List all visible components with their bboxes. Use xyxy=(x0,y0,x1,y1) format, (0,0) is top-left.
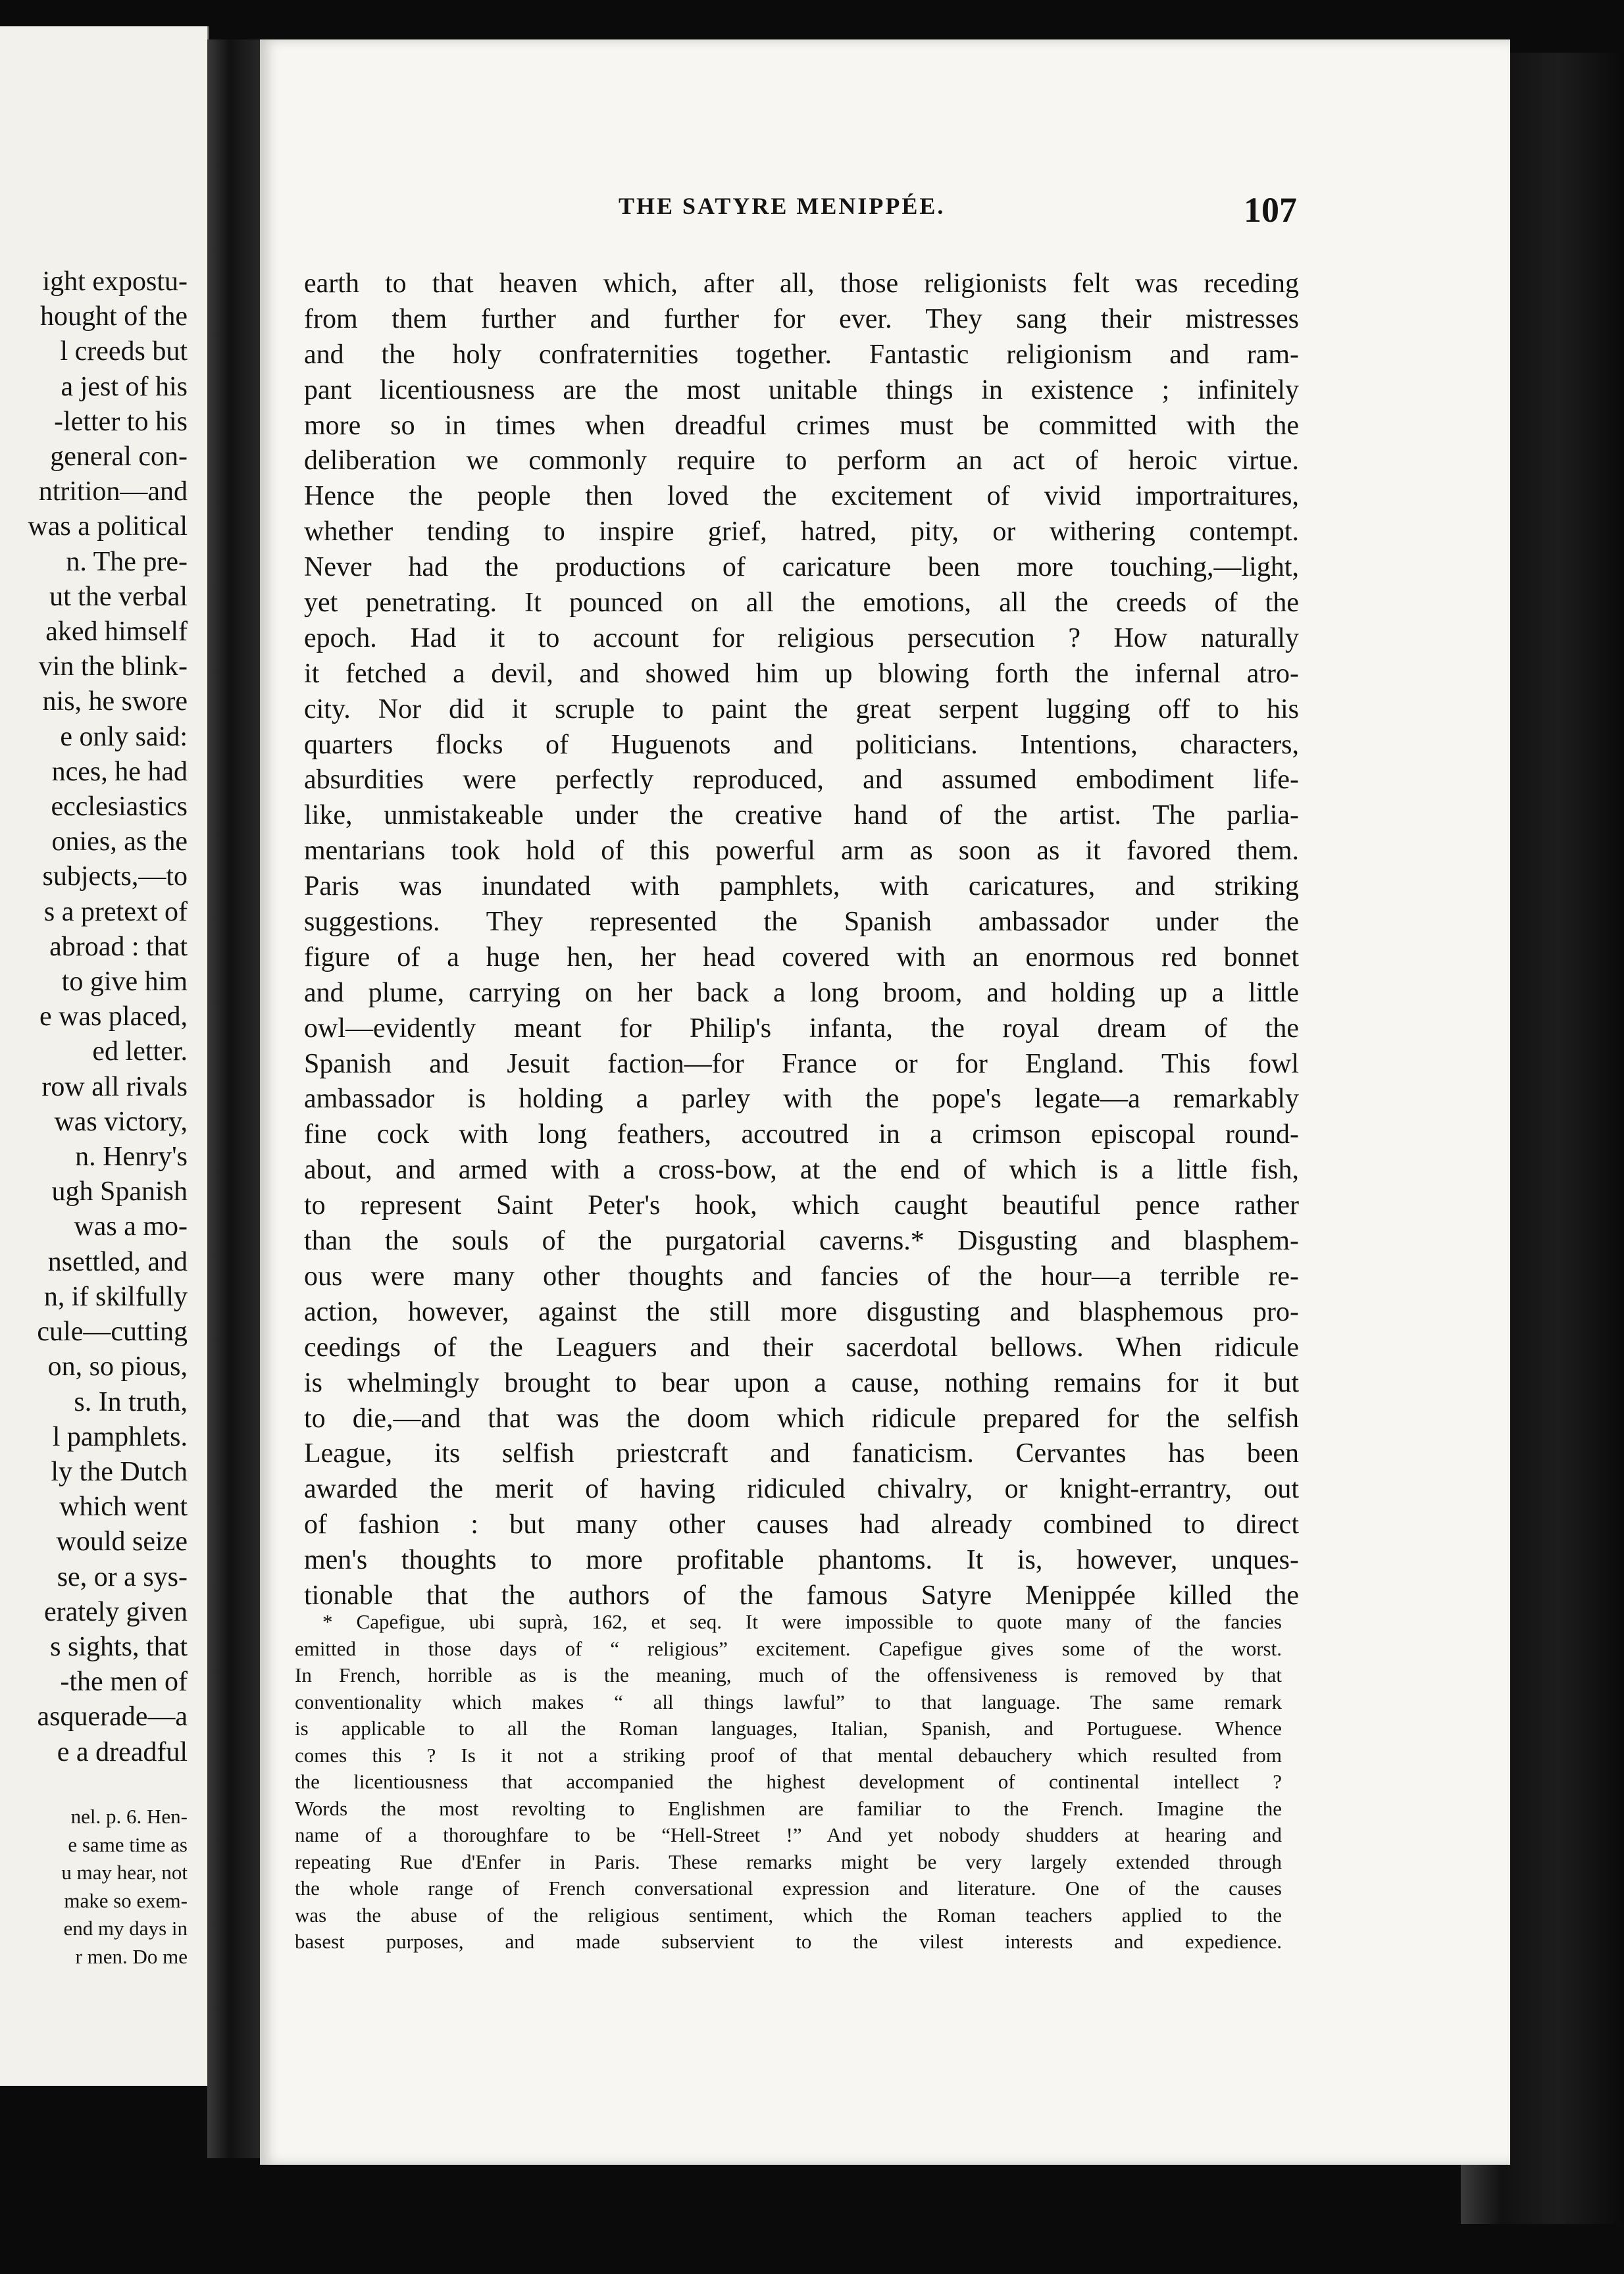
left-page-line: -letter to his xyxy=(54,406,188,437)
left-page-line: a jest of his xyxy=(61,371,188,402)
left-page-line: vin the blink- xyxy=(38,651,188,682)
left-page-line: subjects,—to xyxy=(42,861,188,892)
left-page-line: s sights, that xyxy=(50,1631,188,1662)
body-line: from them further and further for ever. They sang their mistresses xyxy=(304,303,1299,334)
left-page-line: ecclesiastics xyxy=(51,792,188,822)
left-page-line: to give him xyxy=(61,967,188,998)
left-page-line: ut the verbal xyxy=(49,581,188,612)
book-gutter xyxy=(207,39,263,2158)
left-page-line: nsettled, and xyxy=(47,1246,188,1277)
body-line: more so in times when dreadful crimes must be committed with the xyxy=(304,410,1299,441)
left-page-line: erately given xyxy=(43,1596,188,1627)
left-page-line: was a political xyxy=(28,511,188,542)
body-text xyxy=(304,266,1299,1614)
footnote-line: In French, horrible as is the meaning, much of the offensiveness is removed by that xyxy=(295,1663,1282,1686)
body-line: awarded the merit of having ridiculed chivalry, or knight-errantry, out xyxy=(304,1474,1299,1505)
left-page-line: -the men of xyxy=(60,1667,188,1698)
left-page-line: ight expostu- xyxy=(42,266,188,297)
left-page-line: s. In truth, xyxy=(74,1386,188,1417)
left-page-line: general con- xyxy=(50,442,188,472)
left-page-line: asquerade—a xyxy=(37,1702,188,1732)
footnote-line: basest purposes, and made subservient to the vilest interests and expedience. xyxy=(295,1930,1282,1953)
footnote-line: * Capefigue, ubi suprà, 162, et seq. It were impossible to quote many of the fancies xyxy=(322,1610,1282,1633)
left-page-line: ly the Dutch xyxy=(51,1456,188,1487)
left-page-line: e only said: xyxy=(60,721,188,752)
body-line: suggestions. They represented the Spanish ambassador under the xyxy=(304,907,1299,938)
body-line: League, its selfish priestcraft and fanaticism. Cervantes has been xyxy=(304,1438,1299,1469)
body-line: figure of a huge hen, her head covered with an enormous red bonnet xyxy=(304,942,1299,973)
body-line: ceedings of the Leaguers and their sacerdotal bellows. When ridicule xyxy=(304,1332,1299,1363)
body-line: pant licentiousness are the most unitable things in existence ; infinitely xyxy=(304,374,1299,405)
left-page-line: abroad : that xyxy=(49,931,188,962)
footnote-line: is applicable to all the Roman languages, Italian, Spanish, and Portuguese. Whence xyxy=(295,1717,1282,1740)
running-title: THE SATYRE MENIPPÉE. xyxy=(619,193,946,219)
left-page-line: l creeds but xyxy=(60,336,188,367)
left-page-line: l pamphlets. xyxy=(52,1421,188,1452)
left-page-line: was a mo- xyxy=(74,1211,188,1242)
footnote-line: the licentiousness that accompanied the highest development of continental intellect ? xyxy=(295,1770,1282,1793)
left-page-line: cule—cutting xyxy=(37,1317,188,1348)
body-line: of fashion : but many other causes had already combined to direct xyxy=(304,1509,1299,1540)
body-line: is whelmingly brought to bear upon a cause, nothing remains for it but xyxy=(304,1367,1299,1398)
body-line: whether tending to inspire grief, hatred, pity, or withering contempt. xyxy=(304,517,1299,547)
body-line: Hence the people then loved the excitement of vivid importraitures, xyxy=(304,481,1299,512)
left-page-line: was victory, xyxy=(54,1106,188,1137)
left-page xyxy=(0,26,209,2086)
body-line: epoch. Had it to account for religious persecution ? How naturally xyxy=(304,622,1299,653)
left-page-line: would seize xyxy=(56,1527,188,1557)
left-page-line: on, so pious, xyxy=(47,1352,188,1382)
footnote-line: Words the most revolting to Englishmen are familiar to the French. Imagine the xyxy=(295,1796,1282,1820)
footnote-line: was the abuse of the religious sentiment, which the Roman teachers applied to the xyxy=(295,1903,1282,1927)
body-line: to die,—and that was the doom which ridicule prepared for the selfish xyxy=(304,1403,1299,1434)
left-page-line: which went xyxy=(59,1492,188,1523)
left-page-note-line: u may hear, not xyxy=(61,1861,188,1884)
left-page-line: hought of the xyxy=(40,301,188,332)
left-page-line: row all rivals xyxy=(41,1071,188,1102)
footnote-line: repeating Rue d'Enfer in Paris. These remarks might be very largely extended through xyxy=(295,1850,1282,1873)
footnote-line: comes this ? Is it not a striking proof of that mental debauchery which resulted from xyxy=(295,1743,1282,1767)
left-page-line: onies, as the xyxy=(51,826,188,857)
body-line: men's thoughts to more profitable phantoms. It is, however, unques- xyxy=(304,1545,1299,1576)
left-page-line: nces, he had xyxy=(51,756,188,787)
footnote-line: name of a thoroughfare to be “Hell-Street !” And yet nobody shudders at hearing and xyxy=(295,1823,1282,1846)
left-page-line: ed letter. xyxy=(92,1036,188,1067)
left-page-text xyxy=(0,265,188,1770)
left-page-line: n, if skilfully xyxy=(43,1281,188,1312)
left-page-line: e was placed, xyxy=(39,1001,188,1032)
left-page-footnotes xyxy=(0,1803,188,1971)
body-line: ous were many other thoughts and fancies of the hour—a terrible re- xyxy=(304,1261,1299,1292)
left-page-line: e a dreadful xyxy=(57,1736,188,1767)
body-line: than the souls of the purgatorial caverns.* Disgusting and blasphem- xyxy=(304,1226,1299,1257)
body-line: absurdities were perfectly reproduced, and assumed embodiment life- xyxy=(304,765,1299,796)
left-page-line: ugh Spanish xyxy=(51,1176,188,1207)
left-page-line: aked himself xyxy=(45,617,188,647)
body-line: about, and armed with a cross-bow, at the end of which is a little fish, xyxy=(304,1155,1299,1186)
body-line: city. Nor did it scruple to paint the great serpent lugging off to his xyxy=(304,694,1299,724)
body-line: Paris was inundated with pamphlets, with caricatures, and striking xyxy=(304,871,1299,902)
body-line: fine cock with long feathers, accoutred in a crimson episcopal round- xyxy=(304,1119,1299,1150)
body-line: and plume, carrying on her back a long broom, and holding up a little xyxy=(304,977,1299,1008)
footnote-line: emitted in those days of “ religious” excitement. Capefigue gives some of the worst. xyxy=(295,1636,1282,1660)
left-page-line: ntrition—and xyxy=(38,476,188,507)
footnote-line: the whole range of French conversational expression and literature. One of the causes xyxy=(295,1877,1282,1900)
body-line: owl—evidently meant for Philip's infanta, the royal dream of the xyxy=(304,1013,1299,1044)
footnote xyxy=(295,1609,1282,1956)
left-page-note-line: make so exem- xyxy=(64,1888,188,1912)
body-line: deliberation we commonly require to perform an act of heroic virtue. xyxy=(304,445,1299,476)
body-line: action, however, against the still more disgusting and blasphemous pro- xyxy=(304,1296,1299,1327)
left-page-note-line: r men. Do me xyxy=(75,1944,188,1968)
left-page-line: se, or a sys- xyxy=(57,1561,188,1592)
body-line: Never had the productions of caricature been more touching,—light, xyxy=(304,552,1299,583)
footnote-line: conventionality which makes “ all things lawful” to that language. The same remark xyxy=(295,1690,1282,1713)
body-line: earth to that heaven which, after all, those religionists felt was receding xyxy=(304,268,1299,299)
body-line: Spanish and Jesuit faction—for France or for England. This fowl xyxy=(304,1048,1299,1079)
left-page-line: n. The pre- xyxy=(66,546,188,577)
body-line: like, unmistakeable under the creative hand of the artist. The parlia- xyxy=(304,800,1299,831)
body-line: quarters flocks of Huguenots and politicians. Intentions, characters, xyxy=(304,729,1299,760)
left-page-note-line: e same time as xyxy=(68,1832,188,1856)
left-page-note-line: nel. p. 6. Hen- xyxy=(70,1805,188,1828)
page-number: 107 xyxy=(1244,190,1297,230)
left-page-line: s a pretext of xyxy=(43,896,188,927)
left-page-note-line: end my days in xyxy=(63,1917,188,1940)
body-line: yet penetrating. It pounced on all the emotions, all the creeds of the xyxy=(304,588,1299,619)
body-line: ambassador is holding a parley with the pope's legate—a remarkably xyxy=(304,1084,1299,1115)
body-line: it fetched a devil, and showed him up blowing forth the infernal atro- xyxy=(304,658,1299,689)
body-line: tionable that the authors of the famous Satyre Menippée killed the xyxy=(304,1580,1299,1611)
left-page-line: n. Henry's xyxy=(75,1142,188,1173)
body-line: and the holy confraternities together. Fantastic religionism and ram- xyxy=(304,339,1299,370)
left-page-line: nis, he swore xyxy=(42,686,188,717)
body-line: mentarians took hold of this powerful arm as soon as it favored them. xyxy=(304,836,1299,867)
body-line: to represent Saint Peter's hook, which caught beautiful pence rather xyxy=(304,1190,1299,1221)
